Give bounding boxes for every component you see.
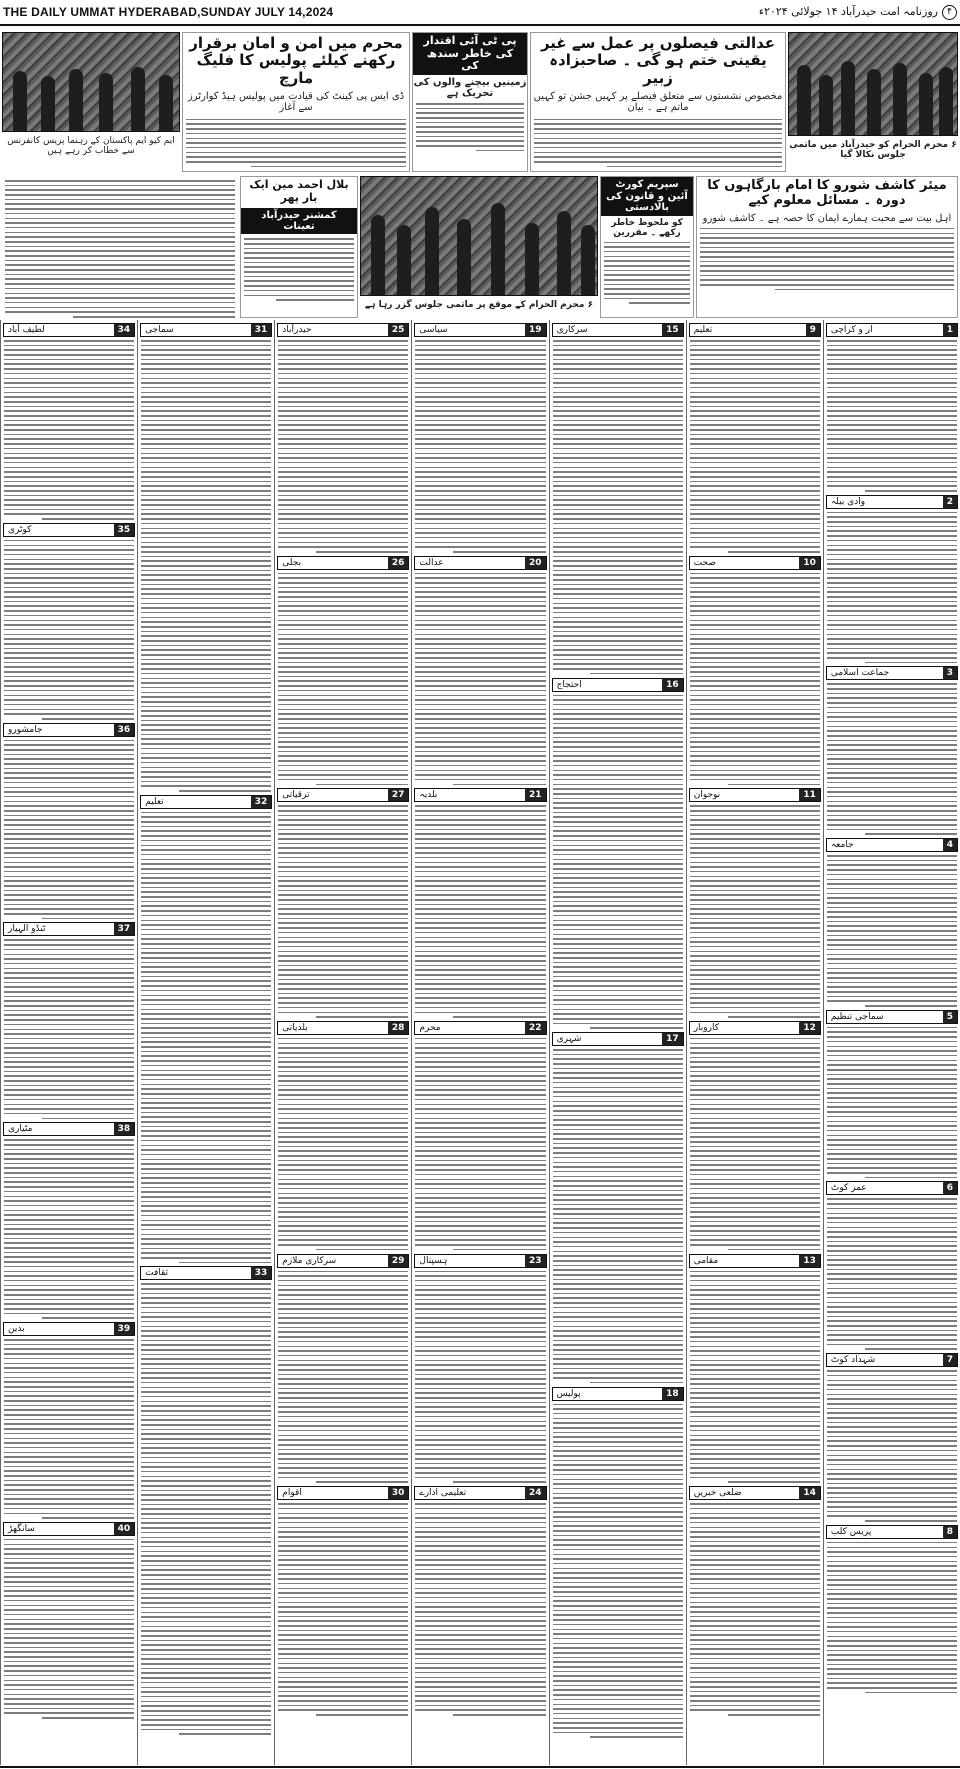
section-label (140, 795, 272, 809)
mayor-story (696, 176, 958, 318)
section-body-text (687, 805, 823, 1018)
section-body-text (138, 812, 274, 1264)
press-conference-photo (2, 32, 180, 132)
masthead (0, 0, 960, 26)
section-label (689, 1486, 821, 1500)
section-number: 39 (114, 1323, 135, 1335)
section-label (826, 495, 958, 509)
section-name: جامشورو (8, 724, 43, 735)
section-body-text (1, 340, 137, 520)
section-number: 5 (943, 1011, 957, 1023)
section-label (277, 1254, 409, 1268)
section-label (552, 1387, 684, 1401)
supreme-court-subhead: کو ملحوظ خاطر رکھے ۔ مقررین (611, 217, 683, 238)
section-number: 7 (943, 1354, 957, 1366)
section-number: 6 (943, 1182, 957, 1194)
section-body-text (1, 1139, 137, 1319)
section-number: 27 (388, 789, 409, 801)
mayor-subhead: اہل بیت سے محبت ہمارے ایمان کا حصہ ہے ۔ کاشف شورو (702, 212, 952, 224)
section-body-text (412, 573, 548, 786)
page-number: ۴ (942, 5, 957, 20)
section-name: بجلی (282, 557, 302, 568)
section-name: نوجوان (693, 790, 721, 801)
section-body-text (687, 1038, 823, 1251)
section-label (414, 1021, 546, 1035)
section-name: بلدیاتی (282, 1022, 308, 1033)
section-number: 11 (799, 789, 820, 801)
section-number: 40 (114, 1523, 135, 1535)
right-photo-caption: ۶ محرم الحرام کو حیدرآباد میں ماتمی جلوس نکالا گیا (788, 138, 958, 172)
section-label (140, 323, 272, 337)
section-number: 28 (388, 1022, 409, 1034)
section-name: سانگھڑ (8, 1523, 35, 1534)
section-label (3, 1322, 135, 1336)
section-name: ہسپتال (419, 1255, 448, 1266)
section-number: 17 (662, 1033, 683, 1045)
section-body-text (412, 1271, 548, 1484)
section-name: کاروبار (693, 1022, 720, 1033)
section-body-text (824, 1542, 960, 1694)
section-label (826, 1353, 958, 1367)
section-number: 31 (251, 324, 272, 336)
section-label (826, 1181, 958, 1195)
section-label (3, 723, 135, 737)
section-body-text (275, 340, 411, 553)
section-label (277, 556, 409, 570)
section-body-text (275, 1271, 411, 1484)
section-label (277, 788, 409, 802)
section-number: 29 (388, 1255, 409, 1267)
section-label (414, 1486, 546, 1500)
section-name: مٹیاری (8, 1124, 33, 1135)
section-number: 21 (525, 789, 546, 801)
section-name: ٹنڈو الہیار (8, 924, 46, 935)
section-body-text (824, 1027, 960, 1179)
pti-subhead: زمینیں بیچنے والوں کی تحریک ہے (413, 76, 527, 99)
section-name: بدین (8, 1324, 25, 1335)
section-body-text (1, 1339, 137, 1519)
news-column (274, 320, 411, 1765)
section-body-text (550, 695, 686, 1029)
section-number: 36 (114, 724, 135, 736)
section-name: مقامی (693, 1255, 719, 1266)
section-name: احتجاج (556, 679, 582, 690)
section-name: ار و کراچی (830, 325, 873, 335)
center-photo-caption: ۶ محرم الحرام کے موقع پر ماتمی جلوس گزر رہا ہے (360, 298, 598, 318)
mayor-headline: میئر کاشف شورو کا امام بارگاہوں کا دورہ ۔ مسائل معلوم کیے (707, 178, 947, 208)
section-label (689, 1021, 821, 1035)
section-name: تعلیم (693, 325, 713, 335)
courts-story (530, 32, 786, 172)
section-number: 19 (525, 324, 546, 336)
section-name: سیاسی (419, 325, 448, 335)
section-name: سرکاری (556, 325, 588, 335)
section-number: 18 (662, 1388, 683, 1400)
section-name: سماجی تنظیم (830, 1011, 884, 1022)
section-body-text (275, 1038, 411, 1251)
section-name: تعلیم (145, 796, 164, 807)
mourning-procession-photo (360, 176, 598, 296)
section-label (3, 922, 135, 936)
section-label (140, 1266, 272, 1280)
section-number: 16 (662, 679, 683, 691)
section-body-text (1, 939, 137, 1119)
left-photo-caption: ایم کیو ایم پاکستان کے رہنما پریس کانفرنس سے خطاب کر رہے ہیں (2, 134, 180, 162)
section-label (826, 1010, 958, 1024)
section-body-text (824, 683, 960, 835)
section-number: 13 (799, 1255, 820, 1267)
section-label (3, 1522, 135, 1536)
section-number: 26 (388, 557, 409, 569)
section-number: 33 (251, 1267, 272, 1279)
urdu-masthead-title: روزنامہ امت حیدرآباد ۱۴ جولائی ۲۰۲۴ء (758, 5, 938, 18)
section-label (414, 556, 546, 570)
police-headline: محرم میں امن و امان برقرار رکھنے کیلئے پولیس کا فلیگ مارچ (189, 34, 403, 87)
section-name: بلدیہ (419, 790, 438, 801)
footer-rule (0, 1766, 960, 1768)
procession-photo (788, 32, 958, 136)
section-name: ضلعی خبریں (693, 1488, 742, 1499)
section-name: سرکاری ملازم (282, 1255, 337, 1266)
supreme-court-headline: سپریم کورٹ آئین و قانون کی بالادستی (601, 177, 693, 216)
section-number: 10 (799, 557, 820, 569)
section-body-text (412, 1038, 548, 1251)
section-body-text (275, 573, 411, 786)
section-name: عمر کوٹ (830, 1183, 867, 1194)
section-name: عدالت (419, 557, 444, 568)
section-label (689, 1254, 821, 1268)
news-column (549, 320, 686, 1765)
section-label (414, 323, 546, 337)
commissioner-headline: بلال احمد مین ایک بار پھر (249, 178, 349, 204)
section-number: 9 (806, 324, 820, 336)
supreme-court-story (600, 176, 694, 318)
pti-story (412, 32, 528, 172)
news-column (411, 320, 548, 1765)
section-label (689, 788, 821, 802)
section-label (277, 1486, 409, 1500)
commissioner-story (240, 176, 358, 318)
section-name: حیدرآباد (282, 325, 312, 335)
section-number: 2 (943, 496, 957, 508)
section-number: 32 (251, 796, 272, 808)
courts-subhead: مخصوص نشستوں سے متعلق فیصلے پر کہیں جشن تو کہیں ماتم ہے ۔ بیان (533, 90, 783, 113)
section-label (689, 323, 821, 337)
section-number: 37 (114, 923, 135, 935)
section-number: 20 (525, 557, 546, 569)
section-name: ترقیاتی (282, 790, 310, 801)
section-name: ثقافت (145, 1268, 169, 1279)
section-number: 23 (525, 1255, 546, 1267)
section-number: 15 (662, 324, 683, 336)
section-name: شہداد کوٹ (830, 1355, 876, 1366)
section-number: 1 (943, 324, 957, 336)
section-number: 30 (388, 1487, 409, 1499)
section-body-text (1, 740, 137, 920)
section-name: وادی بیلہ (830, 496, 866, 507)
english-masthead-title: THE DAILY UMMAT HYDERABAD,SUNDAY JULY 14,2024 (3, 5, 334, 19)
section-body-text (275, 805, 411, 1018)
section-body-text (687, 340, 823, 553)
section-label (414, 1254, 546, 1268)
section-body-text (550, 340, 686, 674)
section-name: تعلیمی ادارے (419, 1488, 467, 1499)
section-body-text (687, 1271, 823, 1484)
section-name: جماعت اسلامی (830, 668, 890, 679)
section-body-text (687, 573, 823, 786)
section-body-text (824, 340, 960, 492)
section-label (826, 838, 958, 852)
section-number: 24 (525, 1487, 546, 1499)
section-body-text (550, 1049, 686, 1383)
section-name: کوٹری (8, 524, 32, 535)
news-column (823, 320, 960, 1765)
section-label (414, 788, 546, 802)
section-name: لطیف آباد (8, 325, 45, 335)
section-body-text (412, 805, 548, 1018)
section-number: 25 (388, 324, 409, 336)
section-body-text (138, 1283, 274, 1735)
section-name: جامعہ (830, 840, 854, 851)
section-name: سماجی (145, 325, 174, 335)
section-body-text (550, 1404, 686, 1738)
section-body-text (138, 340, 274, 792)
section-number: 34 (114, 324, 135, 336)
section-number: 35 (114, 524, 135, 536)
news-column (0, 320, 137, 1765)
section-label (552, 678, 684, 692)
section-label (689, 556, 821, 570)
pti-headline: پی ٹی آئی اقتدار کی خاطر سندھ کی (413, 33, 527, 75)
police-subhead: ڈی ایس پی کینٹ کی قیادت میں پولیس ہیڈ کوارٹرز سے آغاز (187, 90, 405, 113)
courts-headline: عدالتی فیصلوں پر عمل سے غیر یقینی ختم ہو گی ۔ صاحبزادہ زبیر (540, 34, 776, 87)
section-number: 12 (799, 1022, 820, 1034)
section-label (552, 323, 684, 337)
section-label (3, 523, 135, 537)
section-label (277, 323, 409, 337)
section-label (552, 1032, 684, 1046)
police-flag-march-story (182, 32, 410, 172)
news-column (137, 320, 274, 1765)
section-number: 38 (114, 1123, 135, 1135)
section-name: پولیس (556, 1388, 581, 1399)
section-body-text (412, 340, 548, 553)
section-number: 22 (525, 1022, 546, 1034)
section-number: 3 (943, 667, 957, 679)
section-body-text (687, 1503, 823, 1716)
section-body-text (1, 540, 137, 720)
section-label (826, 666, 958, 680)
section-label (826, 323, 958, 337)
section-body-text (824, 855, 960, 1007)
news-column (686, 320, 823, 1765)
commissioner-subhead: کمشنر حیدرآباد تعینات (241, 208, 357, 234)
section-label (826, 1525, 958, 1539)
section-body-text (824, 1370, 960, 1522)
section-label (277, 1021, 409, 1035)
section-number: 8 (943, 1526, 957, 1538)
section-name: محرم (419, 1022, 441, 1033)
section-body-text (824, 512, 960, 664)
section-name: صحت (693, 557, 716, 568)
section-number: 4 (943, 839, 957, 851)
section-body-text (824, 1198, 960, 1350)
section-label (3, 323, 135, 337)
section-body-text (1, 1539, 137, 1719)
section-name: شہری (556, 1034, 582, 1044)
section-body-text (412, 1503, 548, 1716)
section-label (3, 1122, 135, 1136)
section-name: اقوام (282, 1488, 302, 1499)
section-body-text (275, 1503, 411, 1716)
section-number: 14 (799, 1487, 820, 1499)
section-name: پریس کلب (830, 1526, 872, 1537)
left-news-block (2, 176, 238, 318)
